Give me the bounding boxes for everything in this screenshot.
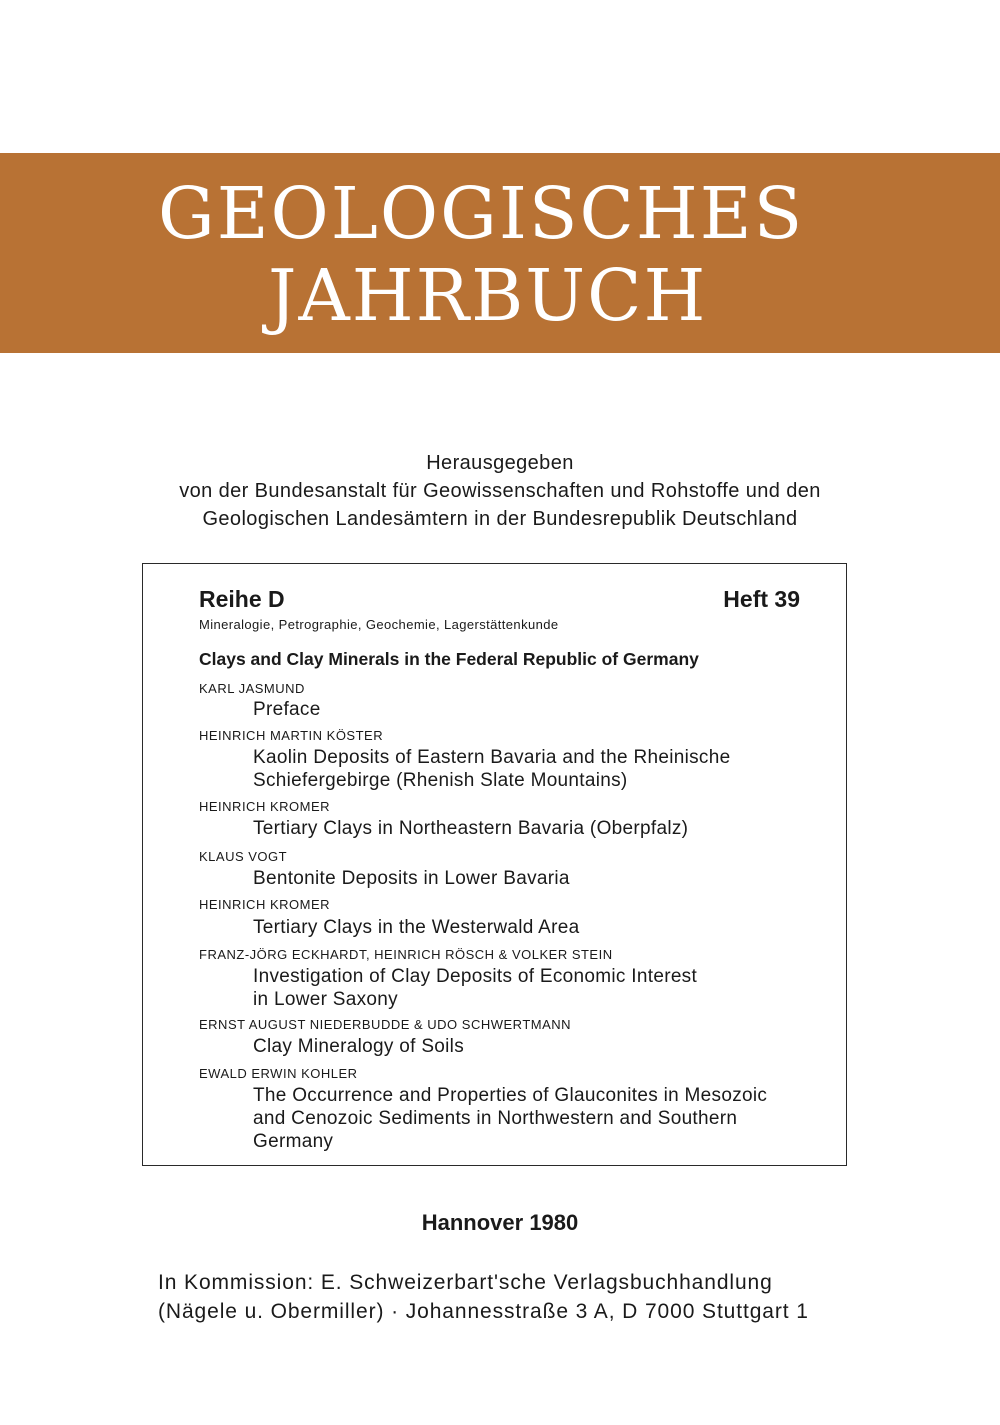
publisher-line: Geologischen Landesämtern in der Bundesrepublik Deutschland bbox=[202, 508, 798, 530]
contents-author: FRANZ-JÖRG ECKHARDT, HEINRICH RÖSCH & VOLKER STEIN bbox=[199, 947, 613, 962]
contents-title-line: Clay Mineralogy of Soils bbox=[253, 1036, 465, 1057]
contents-title-line: Tertiary Clays in Northeastern Bavaria (Oberpfalz) bbox=[253, 818, 689, 839]
volume-title: Clays and Clay Minerals in the Federal Republic of Germany bbox=[199, 649, 699, 669]
contents-title-line: Investigation of Clay Deposits of Economic Interest bbox=[253, 966, 698, 987]
contents-author: HEINRICH KROMER bbox=[199, 799, 331, 814]
contents-title-line: Preface bbox=[253, 699, 321, 720]
contents-box bbox=[142, 563, 847, 1166]
contents-title bbox=[253, 867, 570, 890]
contents-title-line: Germany bbox=[253, 1131, 334, 1152]
imprint-line: (Nägele u. Obermiller) · Johannesstraße 3 A, D 7000 Stuttgart 1 bbox=[158, 1300, 809, 1323]
series-label: Reihe D bbox=[199, 586, 285, 612]
contents-title bbox=[253, 1084, 767, 1153]
publisher-line: Herausgegeben bbox=[426, 452, 574, 474]
contents-title-line: The Occurrence and Properties of Glauconites in Mesozoic bbox=[253, 1085, 768, 1106]
contents-title-line: and Cenozoic Sediments in Northwestern and Southern bbox=[253, 1108, 738, 1129]
contents-title bbox=[253, 1035, 464, 1058]
imprint bbox=[158, 1268, 809, 1326]
publisher-line: von der Bundesanstalt für Geowissenschaften und Rohstoffe und den bbox=[179, 480, 821, 502]
journal-title-line-2: JAHRBUCH bbox=[268, 254, 708, 337]
contents-title-line: Tertiary Clays in the Westerwald Area bbox=[253, 917, 580, 938]
imprint-line: In Kommission: E. Schweizerbart'sche Verlagsbuchhandlung bbox=[158, 1271, 773, 1294]
publisher-statement bbox=[0, 449, 1000, 533]
contents-title bbox=[253, 817, 688, 840]
issue-number: Heft 39 bbox=[723, 586, 800, 612]
journal-title-line-1: GEOLOGISCHES bbox=[158, 172, 805, 255]
contents-title-line: Schiefergebirge (Rhenish Slate Mountains) bbox=[253, 770, 628, 791]
contents-title bbox=[253, 965, 697, 1011]
title-banner bbox=[0, 153, 1000, 353]
contents-title bbox=[253, 746, 730, 792]
series-subjects: Mineralogie, Petrographie, Geochemie, Lagerstättenkunde bbox=[199, 617, 559, 632]
contents-title bbox=[253, 698, 321, 721]
contents-author: EWALD ERWIN KOHLER bbox=[199, 1066, 358, 1081]
contents-title bbox=[253, 916, 579, 939]
contents-author: ERNST AUGUST NIEDERBUDDE & UDO SCHWERTMANN bbox=[199, 1017, 572, 1032]
contents-author: HEINRICH KROMER bbox=[199, 897, 331, 912]
contents-author: KARL JASMUND bbox=[199, 681, 305, 696]
contents-author: HEINRICH MARTIN KÖSTER bbox=[199, 728, 384, 743]
place-and-year: Hannover 1980 bbox=[421, 1210, 579, 1235]
contents-title-line: Bentonite Deposits in Lower Bavaria bbox=[253, 868, 570, 889]
contents-title-line: in Lower Saxony bbox=[253, 989, 398, 1010]
contents-author: KLAUS VOGT bbox=[199, 849, 288, 864]
contents-title-line: Kaolin Deposits of Eastern Bavaria and the Rheinische bbox=[253, 747, 731, 768]
